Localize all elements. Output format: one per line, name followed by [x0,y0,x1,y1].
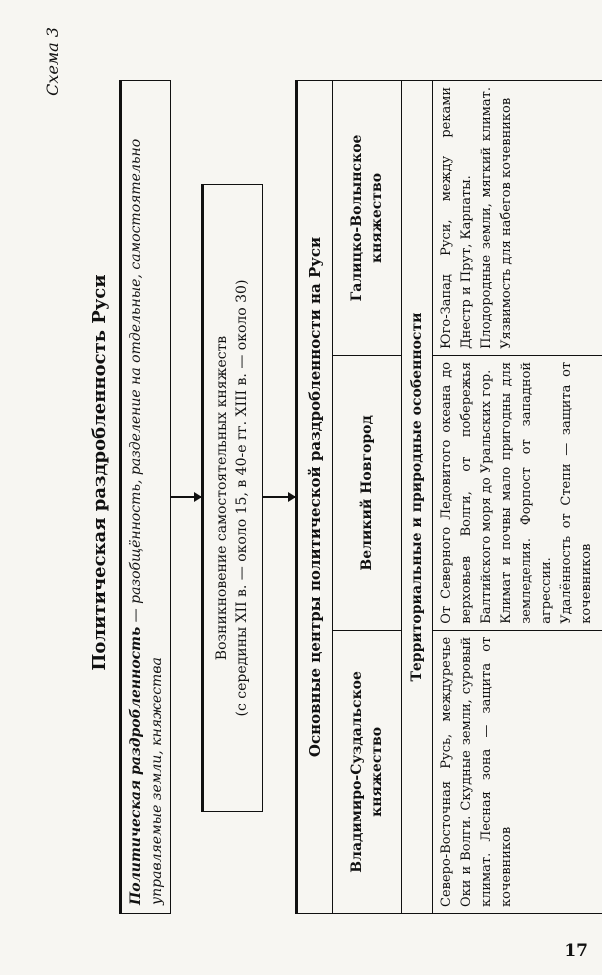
centers-table-title: Основные центры политической раздробленности на Руси [297,81,333,914]
description-paragraph: Климат и почвы мало пригодны для земледелия. Форпост от западной агрессии. [499,361,554,624]
description-galicia-volhynia [433,81,602,356]
emergence-line-2: (с середины XII в. — около 15, в 40-е гг. XIII в. — около 30) [234,279,250,717]
rotated-scheme [33,0,594,950]
description-vladimir-suzdal [433,630,602,913]
description-novgorod [433,355,602,630]
definition-term: Политическая раздробленность [128,626,144,905]
description-paragraph: Северо-Восточная Русь, междуречье Оки и Волги. Скудные земли, суровый климат. Лесная зона — защита от кочевников [439,636,514,907]
centers-table [295,80,602,914]
scheme-label: Схема 3 [43,27,62,96]
main-title: Политическая раздробленность Руси [89,274,110,671]
arrow-to-emergence [171,496,201,498]
column-header-vladimir-suzdal: Владимиро-Суздальское княжество [333,630,402,913]
description-paragraph: Удалённость от Степи — защита от кочевников [559,361,594,624]
description-paragraph: Юго-Запад Руси, между реками Днестр и Прут, Карпаты. [439,87,474,349]
description-paragraph: От Северного Ледовитого океана до верховьев Волги, от побережья Балтийского моря до Уральских гор. [439,361,494,624]
page-number: 17 [564,941,588,961]
description-paragraph: Плодородные земли, мягкий климат. Уязвимость для набегов кочевников [479,87,514,349]
column-header-galicia-volhynia: Галицко-Волынское княжество [333,81,402,356]
emergence-box [201,184,263,812]
definition-box [119,80,171,914]
column-header-novgorod: Великий Новгород [333,355,402,630]
definition-text: — разобщённость, разделение на отдельные, самостоятельно управляемые земли, княжества [128,138,165,905]
section-title: Территориальные и природные особенности [402,81,433,914]
emergence-line-1: Возникновение самостоятельных княжеств [214,335,230,661]
arrow-to-centers [263,496,295,498]
